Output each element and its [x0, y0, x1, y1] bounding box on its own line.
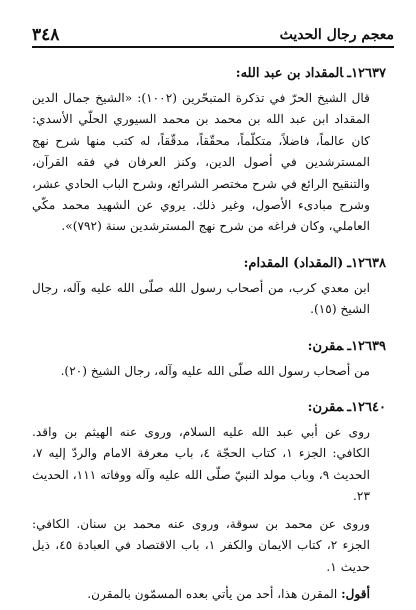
entry-name: (المقداد) المقدام: [243, 255, 344, 271]
note-text: المقرن هذا، أحد من يأتي بعده المسمّون بالمقرن. [87, 586, 342, 601]
entry-text: قال الشيخ الحرّ في تذكرة المتبحّرين (١٠٠٢): «الشيخ جمال الدين المقداد ابن عبد الله بن محمد بن محمد السيوري الحلّي الأسدي: كان عالماً، فاضلاً، متكلّماً، محقّقاً، مدقّقاً، له كتب منها شرح نهج المسترشدين في أصول الدين، وكنز العرفان في فقه القرآن، والتنقيح الرائع في شرح مختصر الشرائع، وشرح الباب الحادي عشر، وشرح مبادىء الأصول، وغير ذلك. يروي عن الشهيد محمد مكّي العاملي، وكان فراغه من شرح نهج المسترشدين سنة (٧٩٢)». [32, 91, 370, 234]
entry-number: ١٢٦٤٠ـ [347, 400, 386, 416]
entry-heading [32, 337, 386, 357]
entry-note [32, 584, 386, 605]
entry-name: مقرن: [307, 400, 344, 416]
entry-text: وروى عن محمد بن سوقة، وروى عنه محمد بن سنان. الكافي: الجزء ٢، كتاب الايمان والكفر ١، باب الاقتصاد في العبادة ٤٥، ذيل حديث ١. [32, 516, 370, 574]
page-header [32, 22, 394, 48]
entry-number: ١٢٦٣٧ـ [347, 66, 386, 81]
entry-name: مقرن: [307, 338, 344, 354]
entry-12639 [32, 337, 386, 382]
entry-text: روى عن أبي عبد الله عليه السلام، وروى عنه الهيثم بن واقد. الكافي: الجزء ١، كتاب الحجّة ٤، باب معرفة الامام والردّ إليه ٧، الحديث ٩، وباب مولد النبيّ صلّى الله عليه وآله ووفاته ١١١، الحديث ٢٣. [32, 425, 370, 504]
entry-name: المقداد بن عبد الله: [235, 66, 344, 81]
entry-12637 [32, 64, 386, 238]
entry-12638 [32, 254, 386, 321]
entry-text: من أصحاب رسول الله صلّى الله عليه وآله، رجال الشيخ (٢٠). [60, 363, 370, 378]
entry-heading [32, 398, 386, 418]
entry-number: ١٢٦٣٩ـ [347, 338, 386, 354]
note-label: أقول: [341, 586, 370, 601]
entry-12640 [32, 398, 386, 605]
running-title: معجم رجال الحديث [279, 27, 394, 43]
entry-text: ابن معدي كرب، من أصحاب رسول الله صلّى الله عليه وآله، رجال الشيخ (١٥). [32, 280, 370, 317]
page-number: ٣٤٨ [32, 25, 60, 45]
entry-heading [32, 254, 386, 274]
entry-heading [32, 64, 386, 84]
entry-number: ١٢٦٣٨ـ [347, 255, 386, 271]
page-body [32, 64, 386, 601]
